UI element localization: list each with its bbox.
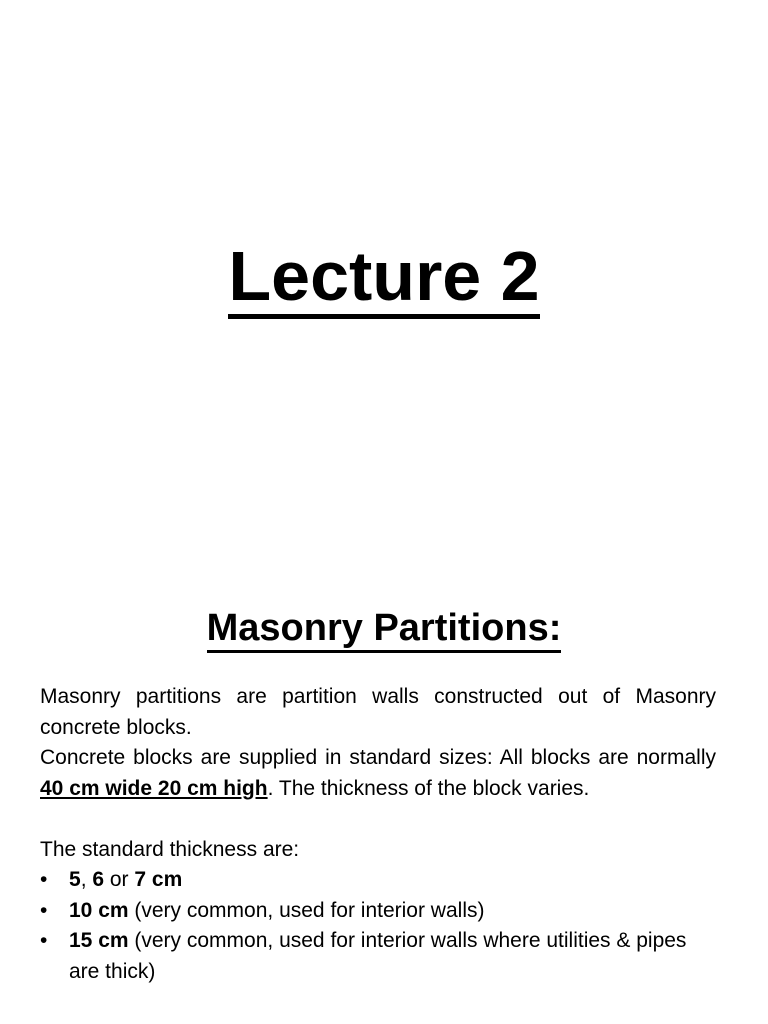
bullet-icon: • xyxy=(40,898,48,922)
block-sizes-intro: Concrete blocks are supplied in standard sizes: All blocks are normally xyxy=(40,746,716,769)
bullet-icon: • xyxy=(40,929,48,952)
lecture-title-text: Lecture 2 xyxy=(228,240,539,319)
thickness-value: 7 cm xyxy=(134,868,183,891)
bullet-icon: • xyxy=(40,868,48,891)
list-item xyxy=(40,896,716,927)
thickness-description: (very common, used for interior walls) xyxy=(128,898,485,922)
paragraph-definition: Masonry partitions are partition walls constructed out of Masonry concrete blocks. xyxy=(40,685,716,739)
thickness-value: 10 cm xyxy=(69,898,129,922)
body-text xyxy=(40,682,716,987)
paragraph-spacer xyxy=(40,804,716,835)
list-item xyxy=(40,926,716,987)
separator-text: , xyxy=(80,868,93,891)
thickness-list xyxy=(40,865,716,987)
thickness-value: 5 xyxy=(69,868,81,891)
list-item xyxy=(40,865,716,896)
section-heading xyxy=(0,602,768,654)
paragraph-block-sizes xyxy=(40,743,716,804)
lecture-title xyxy=(0,234,768,319)
list-intro: The standard thickness are: xyxy=(40,837,300,861)
block-dimensions: 40 cm wide 20 cm high xyxy=(40,776,268,800)
thickness-description: (very common, used for interior walls where utilities & pipes are thick) xyxy=(69,929,687,983)
section-heading-text: Masonry Partitions: xyxy=(207,606,562,653)
separator-text: or xyxy=(104,868,135,891)
thickness-value: 6 xyxy=(92,868,105,891)
block-sizes-outro: . The thickness of the block varies. xyxy=(267,776,590,800)
thickness-value: 15 cm xyxy=(69,929,129,952)
